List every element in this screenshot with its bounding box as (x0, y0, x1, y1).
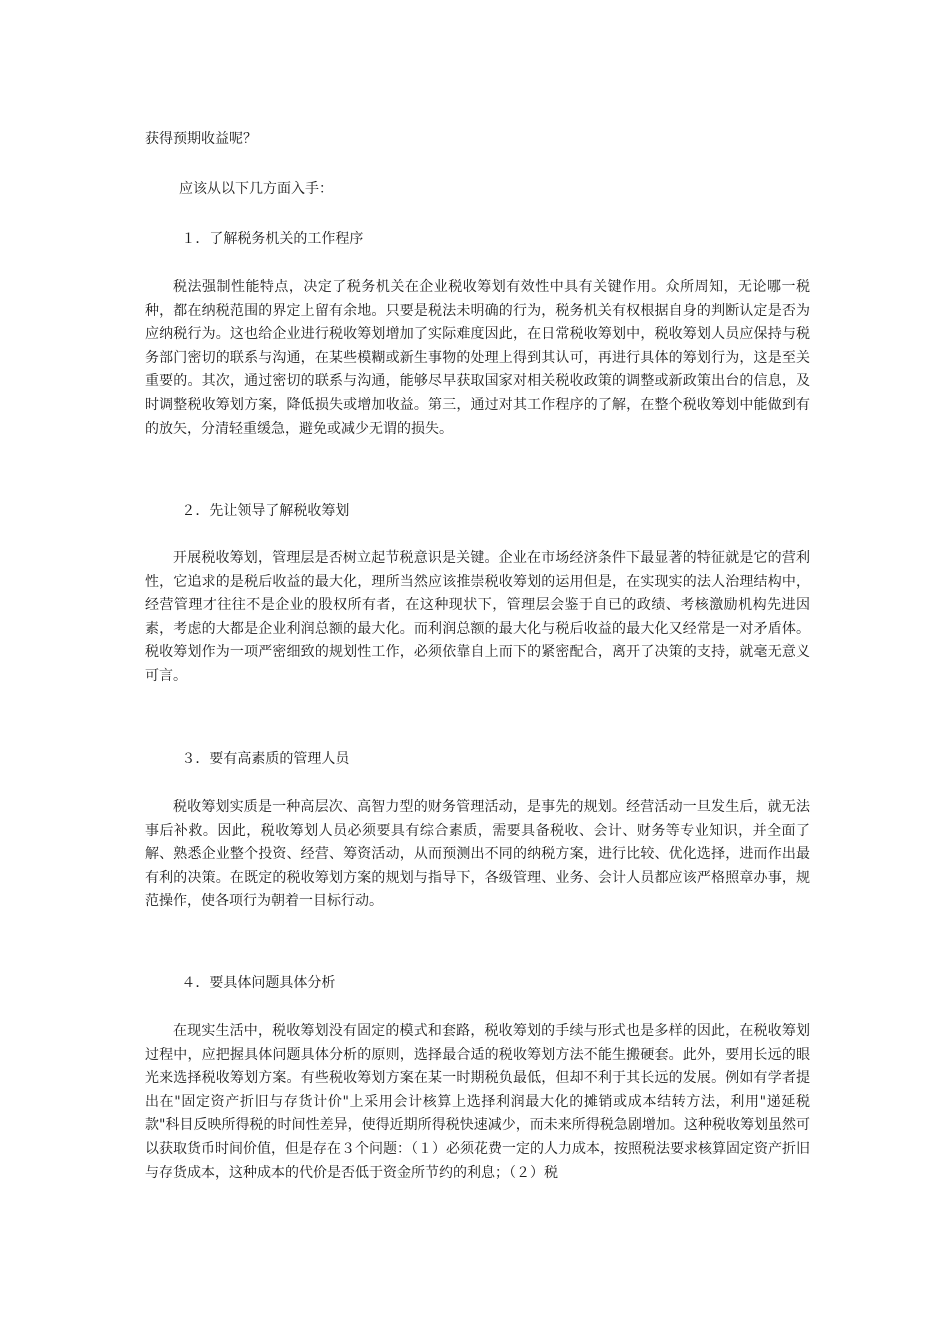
section-heading-2: ２．先让领导了解税收筹划 (181, 503, 350, 519)
section-heading-3: ３．要有高素质的管理人员 (181, 751, 350, 767)
paragraph-section-4: 在现实生活中，税收筹划没有固定的模式和套路，税收筹划的手续与形式也是多样的因此，在税收筹划过程中，应把握具体问题具体分析的原则，选择最合适的税收筹划方法不能生搬硬套。此外，要用长远的眼光来选择税收筹划方案。有些税收筹划方案在某一时期税负最低，但却不利于其长远的发展。例如有学者提出在"固定资产折旧与存货计价"上采用会计核算上选择利润最大化的摊销或成本结转方法，利用"递延税款"科目反映所得税的时间性差异，使得近期所得税快速减少，而未来所得税急剧增加。这种税收筹划虽然可以获取货币时间价值，但是存在３个问题：（１）必须花费一定的人力成本，按照税法要求核算固定资产折旧与存货成本，这种成本的代价是否低于资金所节约的利息；（２）税 (145, 1023, 810, 1181)
paragraph-closing-question: 获得预期收益呢？ (145, 131, 257, 147)
paragraph-section-1: 税法强制性能特点，决定了税务机关在企业税收筹划有效性中具有关键作用。众所周知，无论哪一税种，都在纳税范围的界定上留有余地。只要是税法未明确的行为，税务机关有权根据自身的判断认定是否为应纳税行为。这也给企业进行税收筹划增加了实际难度因此，在日常税收筹划中，税收筹划人员应保持与税务部门密切的联系与沟通，在某些模糊或新生事物的处理上得到其认可，再进行具体的筹划行为，这是至关重要的。其次，通过密切的联系与沟通，能够尽早获取国家对相关税收政策的调整或新政策出台的信息，及时调整税收筹划方案，降低损失或增加收益。第三，通过对其工作程序的了解，在整个税收筹划中能做到有的放矢，分清轻重缓急，避免或减少无谓的损失。 (145, 279, 810, 437)
section-heading-4: ４．要具体问题具体分析 (181, 975, 336, 991)
paragraph-intro: 应该从以下几方面入手： (179, 181, 333, 197)
paragraph-section-2: 开展税收筹划，管理层是否树立起节税意识是关键。企业在市场经济条件下最显著的特征就是它的营利性，它追求的是税后收益的最大化，理所当然应该推崇税收筹划的运用但是，在实现实的法人治理结构中，经营管理才往往不是企业的股权所有者，在这种现状下，管理层会鉴于自已的政绩、考核激励机构先进因素，考虑的大都是企业利润总额的最大化。而利润总额的最大化与税后收益的最大化又经常是一对矛盾体。税收筹划作为一项严密细致的规划性工作，必须依靠自上而下的紧密配合，离开了决策的支持，就毫无意义可言。 (145, 550, 810, 684)
section-heading-1: １．了解税务机关的工作程序 (181, 231, 364, 247)
paragraph-section-3: 税收筹划实质是一种高层次、高智力型的财务管理活动，是事先的规划。经营活动一旦发生后，就无法事后补救。因此，税收筹划人员必须要具有综合素质，需要具备税收、会计、财务等专业知识，并全面了解、熟悉企业整个投资、经营、筹资活动，从而预测出不同的纳税方案，进行比较、优化选择，进而作出最有利的决策。在既定的税收筹划方案的规划与指导下，各级管理、业务、会计人员都应该严格照章办事，规范操作，使各项行为朝着一目标行动。 (145, 799, 810, 910)
